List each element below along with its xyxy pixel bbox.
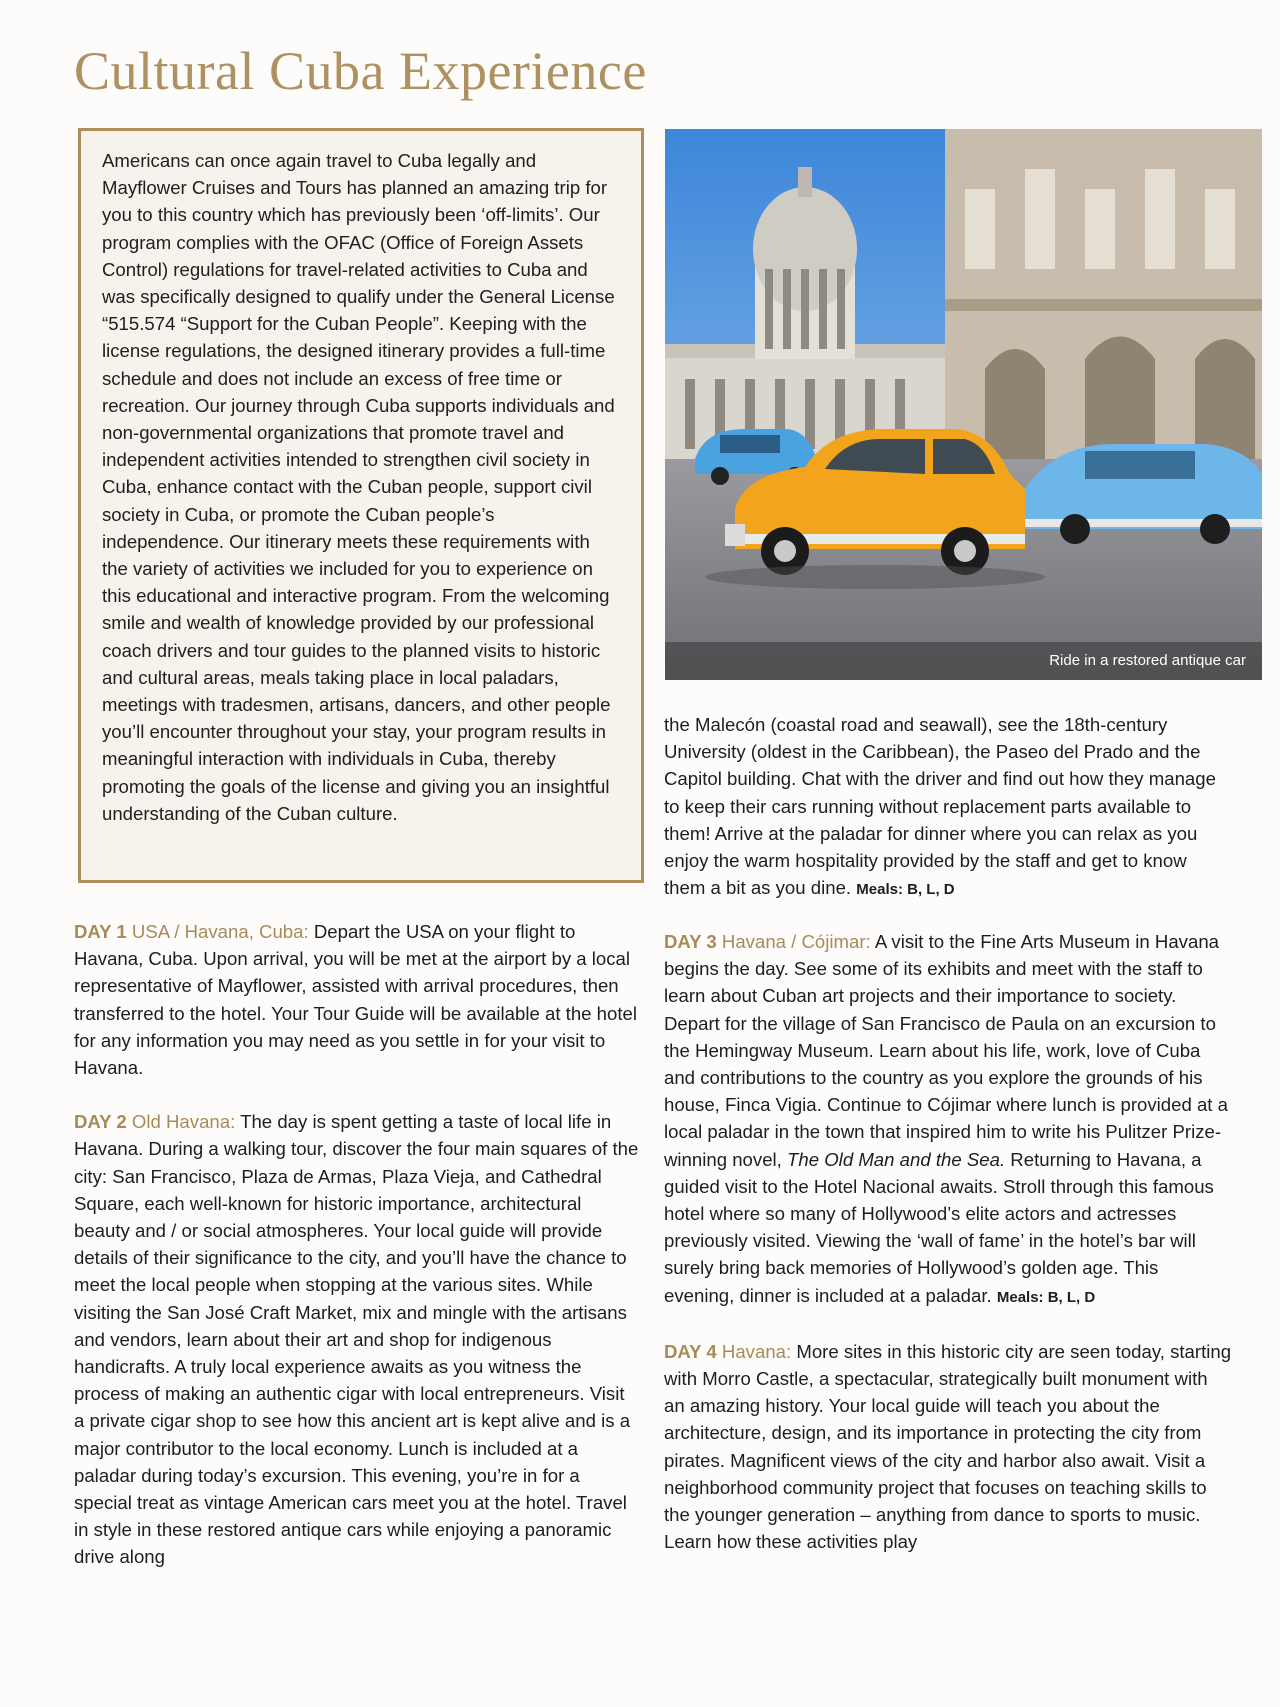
havana-photo xyxy=(665,129,1262,680)
day4-place: Havana: xyxy=(721,1340,792,1362)
photo-caption: Ride in a restored antique car xyxy=(665,642,1262,680)
day2-label: DAY 2 xyxy=(74,1111,127,1133)
page-title: Cultural Cuba Experience xyxy=(74,41,647,101)
day2-meals: Meals: B, L, D xyxy=(856,881,955,899)
day3-label: DAY 3 xyxy=(664,931,717,952)
day1-text: Depart the USA on your flight to Havana, Cuba. Upon arrival, you will be met at the airport by a local representative of Mayflower, assisted with arrival procedures, then transferred to the hotel. Your Tour Guide will be available at the hotel for any information you may need as you settle in for your visit to Havana. xyxy=(74,921,637,1079)
day1-label: DAY 1 xyxy=(74,921,127,942)
day2-text: The day is spent getting a taste of local life in Havana. During a walking tour, discover the four main squares of the city: San Francisco, Plaza de Armas, Plaza Vieja, and Cathedral Square, each well-known for historic importance, architectural beauty and / or social atmospheres. Your local guide will provide details of their significance to the city, and you’ll have the chance to meet the local people when stopping at the various sites. While visiting the San José Craft Market, mix and mingle with the artisans and vendors, learn about their art and shop for indigenous handicrafts. A truly local experience awaits as you witness the process of making an authentic cigar with local entrepreneurs. Visit a private cigar shop to see how this ancient art is kept alive and is a major contributor to the local economy. Lunch is included at a paladar during today’s excursion. This evening, you’re in for a special treat as vintage American cars meet you at the hotel. Travel in style in these restored antique cars while enjoying a panoramic drive along xyxy=(74,1111,639,1568)
day1-paragraph xyxy=(74,918,640,1081)
day2-place: Old Havana: xyxy=(131,1111,236,1133)
day3-book-title: The Old Man and the Sea. xyxy=(787,1148,1006,1170)
left-column xyxy=(74,918,640,1598)
day3-text-before: A visit to the Fine Arts Museum in Havana begins the day. See some of its exhibits and meet with the staff to learn about Cuban art projects and their importance to society. Depart for the village of San Francisco de Paula on an excursion to the Hemingway Museum. Learn about his life, work, love of Cuba and contributions to the country as you explore the grounds of his house, Finca Vigia. Continue to Cójimar where lunch is provided at a local paladar in the town that inspired him to write his Pulitzer Prize-winning novel, xyxy=(664,931,1228,1170)
right-column xyxy=(664,928,1232,1582)
day2-continued xyxy=(664,711,1232,903)
day4-paragraph xyxy=(664,1338,1232,1556)
day2-paragraph xyxy=(74,1108,640,1570)
day4-label: DAY 4 xyxy=(664,1340,717,1362)
havana-capitol-illustration xyxy=(665,129,1262,680)
day2-continued-text: the Malecón (coastal road and seawall), see the 18th-century University (oldest in the Caribbean), the Paseo del Prado and the Capitol building. Chat with the driver and find out how they manage to keep their cars running without replacement parts available to them! Arrive at the paladar for dinner where you can relax as you enjoy the warm hospitality provided by the staff and get to know them a bit as you dine. xyxy=(664,714,1216,899)
day3-place: Havana / Cójimar: xyxy=(721,931,871,952)
day3-text-after: Returning to Havana, a guided visit to the Hotel Nacional awaits. Stroll through this famous hotel where so many of Hollywood’s elite actors and actresses previously visited. Viewing the ‘wall of fame’ in the hotel’s bar will surely bring back memories of Hollywood’s golden age. This evening, dinner is included at a paladar. xyxy=(664,1148,1214,1306)
intro-box xyxy=(78,128,644,883)
day3-paragraph xyxy=(664,928,1232,1311)
day4-text: More sites in this historic city are seen today, starting with Morro Castle, a spectacular, strategically built monument with an amazing history. Your local guide will teach you about the architecture, design, and its importance in protecting the city from pirates. Magnificent views of the city and harbor also await. Visit a neighborhood community project that focuses on teaching skills to the younger generation – anything from dance to sports to music. Learn how these activities play xyxy=(664,1340,1232,1553)
day3-meals: Meals: B, L, D xyxy=(996,1288,1096,1306)
day1-place: USA / Havana, Cuba: xyxy=(131,921,309,942)
intro-text: Americans can once again travel to Cuba legally and Mayflower Cruises and Tours has planned an amazing trip for you to this country which has previously been ‘off-limits’. Our program complies with the OFAC (Office of Foreign Assets Control) regulations for travel-related activities to Cuba and was specifically designed to qualify under the General License “515.574 “Support for the Cuban People”. Keeping with the license regulations, the designed itinerary provides a full-time schedule and does not include an excess of free time or recreation. Our journey through Cuba supports individuals and non-governmental organizations that promote travel and independent activities intended to strengthen civil society in Cuba, enhance contact with the Cuban people, support civil society in Cuba, or promote the Cuban people’s independence. Our itinerary meets these requirements with the variety of activities we included for you to experience on this educational and interactive program. From the welcoming smile and wealth of knowledge provided by our professional coach drivers and tour guides to the planned visits to historic and cultural areas, meals taking place in local paladars, meetings with tradesmen, artisans, dancers, and other people you’ll encounter throughout your stay, your program results in meaningful interaction with individuals in Cuba, thereby promoting the goals of the license and giving you an insightful understanding of the Cuban culture. xyxy=(102,150,615,824)
